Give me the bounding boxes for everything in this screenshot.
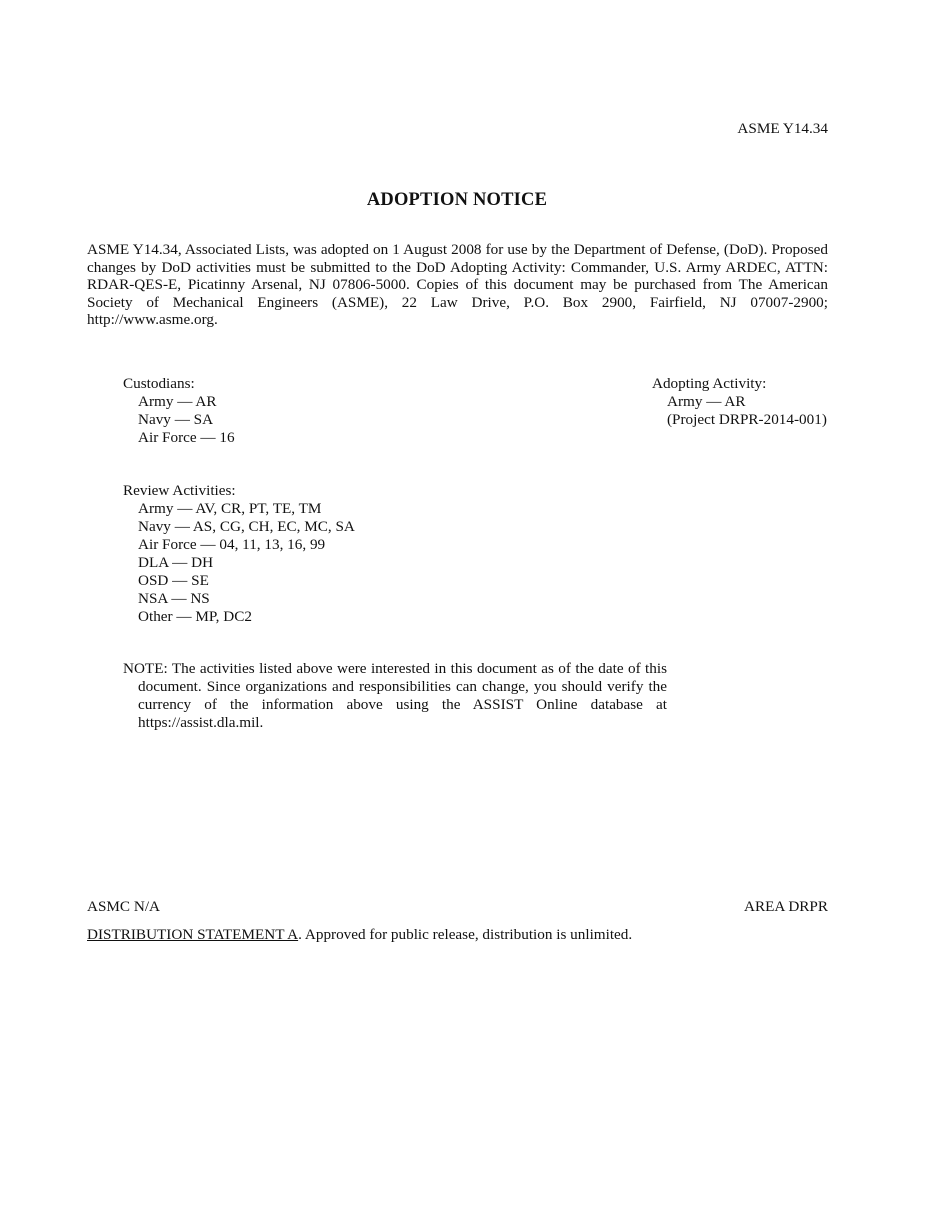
adopting-activity-item: Army — AR xyxy=(667,393,746,410)
review-activities-label: Review Activities: xyxy=(123,482,236,499)
review-activity-item: OSD — SE xyxy=(138,572,209,589)
area-code: AREA DRPR xyxy=(744,898,828,915)
adopting-activity-label: Adopting Activity: xyxy=(652,375,767,392)
review-activity-item: NSA — NS xyxy=(138,590,210,607)
distribution-statement-label: DISTRIBUTION STATEMENT A xyxy=(87,926,299,943)
document-id-header: ASME Y14.34 xyxy=(737,120,828,137)
review-activity-item: DLA — DH xyxy=(138,554,214,571)
review-activity-item: Air Force — 04, 11, 13, 16, 99 xyxy=(138,536,326,553)
asmc-code: ASMC N/A xyxy=(87,898,161,915)
custodians-section xyxy=(123,375,235,447)
distribution-statement-text: . Approved for public release, distribution is unlimited. xyxy=(298,926,633,943)
adopting-activity-item: (Project DRPR-2014-001) xyxy=(667,411,827,428)
review-activities-section xyxy=(123,482,355,626)
review-activity-item: Other — MP, DC2 xyxy=(138,608,252,625)
review-activity-item: Navy — AS, CG, CH, EC, MC, SA xyxy=(138,518,355,535)
distribution-statement xyxy=(87,926,632,944)
note-paragraph: NOTE: The activities listed above were interested in this document as of the date of this document. Since organizations and responsibilities can change, you should verify the currency of the information above using the ASSIST Online database at https://assist.dla.mil. xyxy=(123,660,667,731)
adopting-activity-section xyxy=(652,375,827,429)
review-activity-item: Army — AV, CR, PT, TE, TM xyxy=(138,500,322,517)
custodian-item: Army — AR xyxy=(138,393,217,410)
custodian-item: Navy — SA xyxy=(138,411,214,428)
custodians-label: Custodians: xyxy=(123,375,195,392)
custodian-item: Air Force — 16 xyxy=(138,429,235,446)
page-title: ADOPTION NOTICE xyxy=(366,190,548,210)
intro-paragraph: ASME Y14.34, Associated Lists, was adopted on 1 August 2008 for use by the Department of Defense, (DoD). Proposed changes by DoD activities must be submitted to the DoD Adopting Activity: Commander, U.S. Army ARDEC, ATTN: RDAR-QES-E, Picatinny Arsenal, NJ 07806-5000. Copies of this document may be purchased from The American Society of Mechanical Engineers (ASME), 22 Law Drive, P.O. Box 2900, Fairfield, NJ 07007-2900; http://www.asme.org. xyxy=(87,241,828,329)
